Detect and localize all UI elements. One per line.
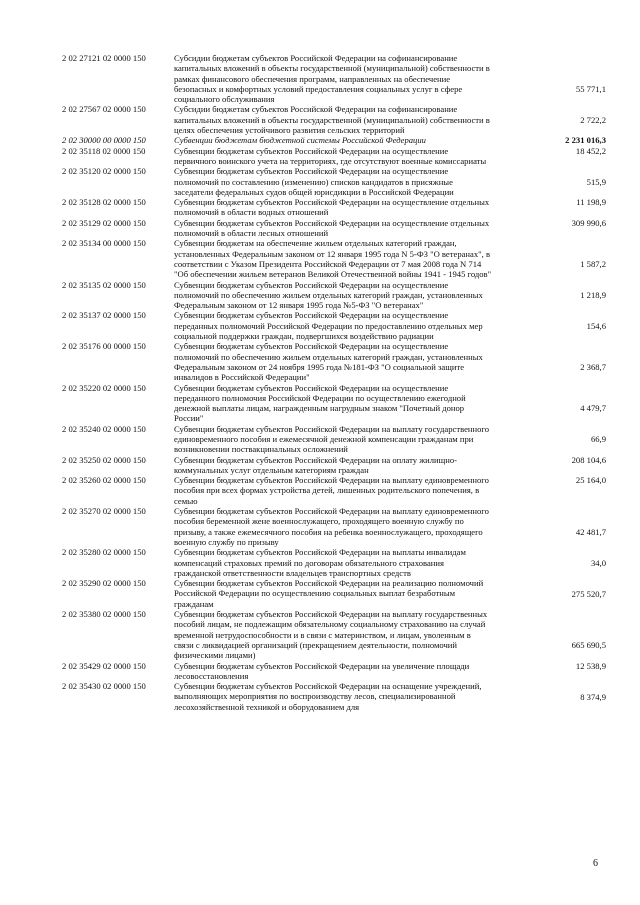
budget-code: 2 02 35135 02 0000 150 xyxy=(62,279,146,290)
table-row xyxy=(62,506,606,547)
revenue-name: Субвенции бюджетам на обеспечение жильем отдельных категорий граждан, установленных Федеральным законом от 12 января 1995 года N 5-ФЗ "О ветеранах", в соответствии с Указом Президента Российской Федерации от 7 мая 2008 года N 714 "Об обеспечении жильем ветеранов Великой Отечественной войны 1941 - 1945 годов" xyxy=(174,238,492,280)
budget-code: 2 02 30000 00 0000 150 xyxy=(62,135,146,146)
amount-value: 12 538,9 xyxy=(575,660,606,671)
budget-code: 2 02 35220 02 0000 150 xyxy=(62,382,146,393)
amount-value: 8 374,9 xyxy=(580,691,606,702)
table-row xyxy=(62,609,606,660)
amount-value: 11 198,9 xyxy=(576,197,606,208)
table-row xyxy=(62,341,606,382)
table-row xyxy=(62,475,606,506)
budget-code: 2 02 35120 02 0000 150 xyxy=(62,166,146,177)
table-row xyxy=(62,146,606,167)
table-row xyxy=(62,578,606,609)
page-number: 6 xyxy=(593,858,598,869)
revenue-name: Субвенции бюджетам субъектов Российской Федерации на оснащение учреждений, выполняющих мероприятия по воспроизводству лесов, специализированной лесохозяйственной техникой и оборудованием для xyxy=(174,681,482,712)
amount-value: 1 218,9 xyxy=(580,290,606,301)
budget-code: 2 02 35240 02 0000 150 xyxy=(62,423,146,434)
revenue-name: Субвенции бюджетам субъектов Российской Федерации на осуществление первичного воинского учета на территориях, где отсутствуют военные комиссариаты xyxy=(174,145,487,166)
amount-value: 25 164,0 xyxy=(575,475,606,486)
revenue-name: Субвенции бюджетам субъектов Российской Федерации на выплату единовременного пособия при всех формах устройства детей, лишенных родительского попечения, в семью xyxy=(174,475,489,506)
revenue-name: Субсидии бюджетам субъектов Российской Федерации на софинансирование капитальных вложений в объекты государственной (муниципальной) собственности в рамках финансового обеспечения программ, направленных на обеспечение безопасных и комфортных условий предоставления социальных услуг в сфере социального обслуживания xyxy=(174,53,490,105)
amount-value: 2 231 016,3 xyxy=(565,135,606,146)
table-row xyxy=(62,661,606,682)
table-row xyxy=(62,455,606,476)
amount-value: 34,0 xyxy=(590,557,606,568)
table-row xyxy=(62,310,606,341)
budget-code: 2 02 35176 00 0000 150 xyxy=(62,341,146,352)
table-row xyxy=(62,238,606,279)
revenue-name: Субвенции бюджетам бюджетной системы Российской Федерации xyxy=(174,135,426,146)
table-row xyxy=(62,424,606,455)
amount-value: 18 452,2 xyxy=(575,145,606,156)
table-row xyxy=(62,218,606,239)
revenue-name: Субсидии бюджетам субъектов Российской Федерации на софинансирование капитальных вложений в объекты государственной (муниципальной) собственности в целях обеспечения устойчивого развития сельских территорий xyxy=(174,104,490,136)
revenue-name: Субвенции бюджетам субъектов Российской Федерации на осуществление отдельных полномочий в области лесных отношений xyxy=(174,217,490,239)
amount-value: 309 990,6 xyxy=(571,217,606,228)
amount-value: 208 104,6 xyxy=(571,454,606,465)
budget-code: 2 02 35380 02 0000 150 xyxy=(62,609,146,620)
table-row xyxy=(62,681,606,712)
revenue-name: Субвенции бюджетам субъектов Российской Федерации на увеличение площади лесовосстановления xyxy=(174,660,470,681)
revenue-name: Субвенции бюджетам субъектов Российской Федерации на выплату единовременного пособия беременной жене военнослужащего, проходящего военную службу по призыву, а также ежемесячного пособия на ребенка военнослужащего, проходящего военную службу по призыву xyxy=(174,506,489,547)
table-row xyxy=(62,280,606,311)
amount-value: 665 690,5 xyxy=(571,640,606,651)
table-row-subtotal xyxy=(62,135,606,145)
budget-code: 2 02 27121 02 0000 150 xyxy=(62,53,146,63)
amount-value: 154,6 xyxy=(586,321,606,332)
amount-value: 275 520,7 xyxy=(571,588,606,599)
amount-value: 66,9 xyxy=(590,434,606,445)
budget-code: 2 02 35280 02 0000 150 xyxy=(62,547,146,558)
budget-code: 2 02 35429 02 0000 150 xyxy=(62,660,146,671)
revenue-name: Субвенции бюджетам субъектов Российской Федерации на выплату государственных пособий лицам, не подлежащим обязательному социальному страхованию на случай временной нетрудоспособности и в связи с материнством, и лицам, уволенным в связи с ликвидацией организаций (прекращением деятельности, полномочий физическими лицами) xyxy=(174,609,488,661)
budget-code: 2 02 35250 02 0000 150 xyxy=(62,454,146,465)
revenue-name: Субвенции бюджетам субъектов Российской Федерации на выплаты инвалидам компенсаций страховых премий по договорам обязательного страхования гражданской ответственности владельцев транспортных средств xyxy=(174,547,466,578)
amount-value: 2 368,7 xyxy=(580,362,606,373)
budget-code: 2 02 35260 02 0000 150 xyxy=(62,475,146,486)
budget-code: 2 02 35129 02 0000 150 xyxy=(62,217,146,228)
table-row xyxy=(62,104,606,135)
budget-code: 2 02 35270 02 0000 150 xyxy=(62,506,146,517)
budget-code: 2 02 35290 02 0000 150 xyxy=(62,578,146,589)
revenue-name: Субвенции бюджетам субъектов Российской Федерации на осуществление переданных полномочий Российской Федерации по предоставлению отдельных мер социальной поддержки граждан, подвергшихся воздействию радиации xyxy=(174,310,483,342)
amount-value: 515,9 xyxy=(586,176,606,187)
table-row xyxy=(62,547,606,578)
budget-code: 2 02 35128 02 0000 150 xyxy=(62,197,146,208)
amount-value: 55 771,1 xyxy=(575,84,606,95)
amount-value: 1 587,2 xyxy=(580,259,606,270)
revenue-name: Субвенции бюджетам субъектов Российской Федерации на осуществление полномочий по обеспечению жильем отдельных категорий граждан, установленных Федеральным законом от 12 января 1995 года №5-ФЗ "О ветеранах" xyxy=(174,279,483,311)
table-row xyxy=(62,383,606,424)
table-row xyxy=(62,53,606,104)
revenue-name: Субвенции бюджетам субъектов Российской Федерации на реализацию полномочий Российской Федерации по осуществлению социальных выплат безработным гражданам xyxy=(174,578,484,609)
revenue-name: Субвенции бюджетам субъектов Российской Федерации на осуществление полномочий по обеспечению жильем отдельных категорий граждан, установленных Федеральным законом от 24 ноября 1995 года №181-ФЗ "О социальной защите инвалидов в Российской Федерации" xyxy=(174,341,483,383)
revenue-name: Субвенции бюджетам субъектов Российской Федерации на осуществление отдельных полномочий в области водных отношений xyxy=(174,197,490,218)
revenue-name: Субвенции бюджетам субъектов Российской Федерации на выплату государственного единовременного пособия и ежемесячной денежной компенсации гражданам при возникновении поствакцинальных осложнений xyxy=(174,423,490,455)
table-row xyxy=(62,197,606,218)
budget-code: 2 02 35137 02 0000 150 xyxy=(62,310,146,321)
revenue-name: Субвенции бюджетам субъектов Российской Федерации на оплату жилищно-коммунальных услуг отдельным категориям граждан xyxy=(174,454,458,475)
revenue-name: Субвенции бюджетам субъектов Российской Федерации на осуществление полномочий по составлению (изменению) списков кандидатов в присяжные заседатели федеральных судов общей юрисдикции в Российской Федерации xyxy=(174,166,454,197)
revenue-name: Субвенции бюджетам субъектов Российской Федерации на осуществление переданного полномочия Российской Федерации по осуществлению ежегодной денежной выплаты лицам, награжденным нагрудным знаком "Почетный донор России" xyxy=(174,382,466,424)
revenue-table xyxy=(62,53,606,712)
table-row xyxy=(62,166,606,197)
budget-code: 2 02 27567 02 0000 150 xyxy=(62,104,146,115)
budget-code: 2 02 35430 02 0000 150 xyxy=(62,681,146,692)
amount-value: 42 481,7 xyxy=(575,526,606,537)
amount-value: 2 722,2 xyxy=(580,115,606,126)
amount-value: 4 479,7 xyxy=(580,403,606,414)
budget-code: 2 02 35118 02 0000 150 xyxy=(62,145,146,156)
budget-code: 2 02 35134 00 0000 150 xyxy=(62,238,146,249)
